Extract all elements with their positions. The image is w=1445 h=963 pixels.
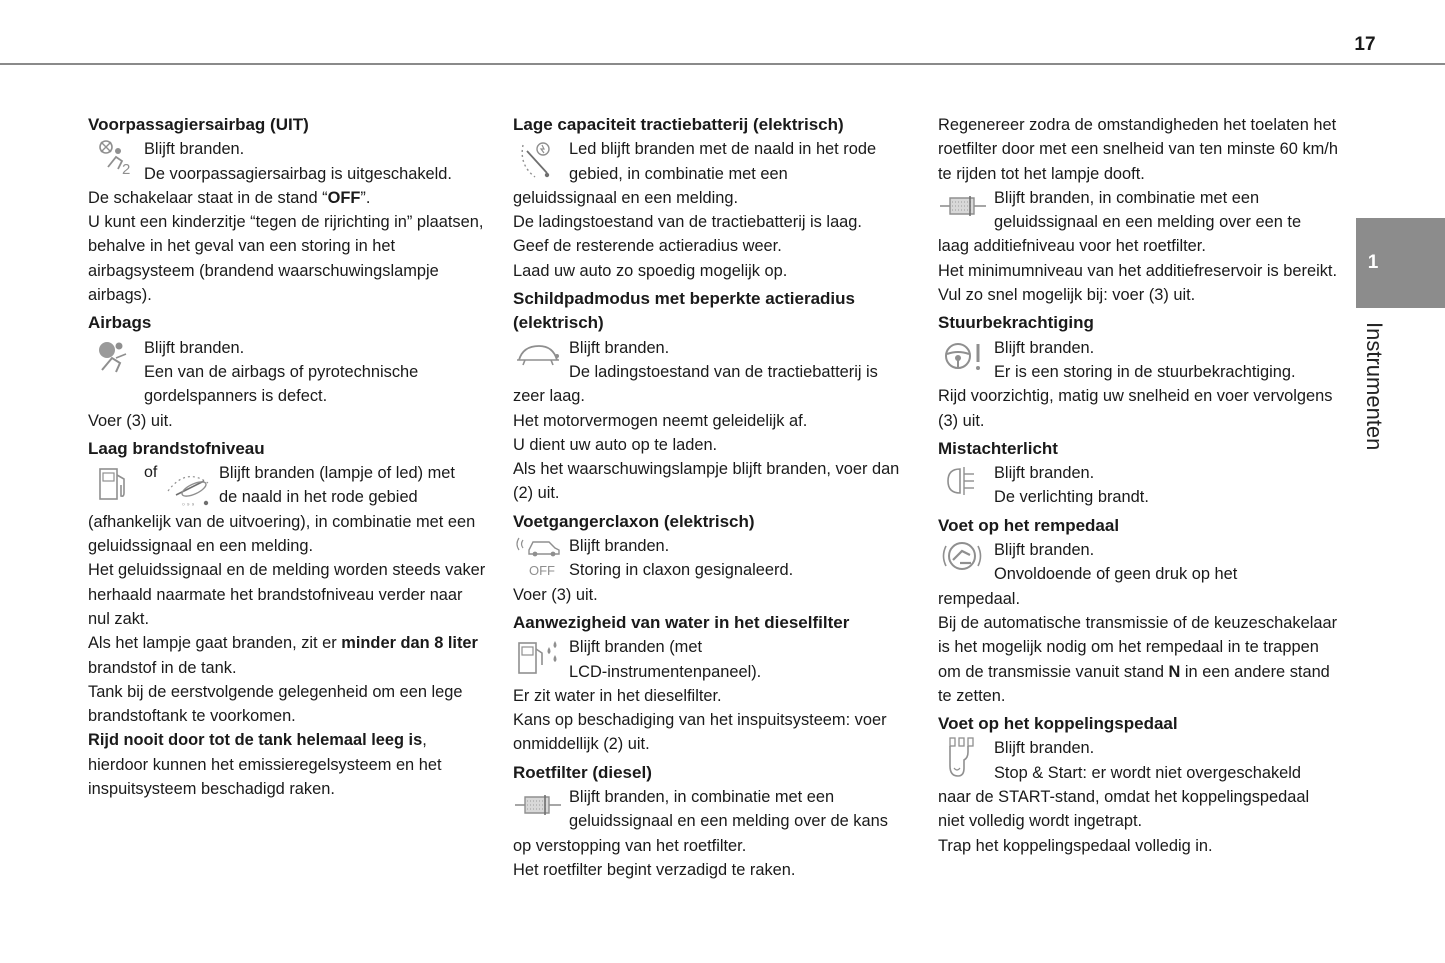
status-line: Stop & Start: er wordt niet overgeschakeld (994, 763, 1302, 782)
particle-filter-additive-icon (938, 186, 994, 230)
paragraph: Als het lampje gaat branden, zit er minder dan 8 liter brandstof in de tank. (88, 634, 478, 677)
status-line: Led blijft branden met de naald in het rode (569, 140, 877, 159)
clutch-pedal-icon (938, 736, 994, 780)
paragraph: Het geluidssignaal en de melding worden steeds vaker herhaald naarmate het brandstofniveau verder naar nul zakt. (88, 561, 486, 628)
header-rule (0, 63, 1445, 65)
paragraph: Het motorvermogen neemt geleidelijk af. (513, 411, 808, 430)
section-title: Voorpassagiersairbag (UIT) (88, 115, 309, 134)
paragraph: Laad uw auto zo spoedig mogelijk op. (513, 261, 788, 280)
warning-item (88, 461, 488, 510)
warning-item (513, 785, 918, 834)
warning-item (938, 336, 1338, 385)
paragraph: De ladingstoestand van de tractiebatterij is laag. (513, 213, 862, 232)
paragraph: laag additiefniveau voor het roetfilter. (938, 237, 1206, 256)
water-in-diesel-icon (513, 635, 569, 679)
paragraph: U dient uw auto op te laden. (513, 435, 718, 454)
status-line: Blijft branden. (569, 537, 670, 556)
paragraph: Geef de resterende actieradius weer. (513, 237, 782, 256)
page-number: 17 (1354, 34, 1376, 55)
status-line: Blijft branden. (994, 338, 1095, 357)
warning-item (88, 137, 488, 186)
or-label: of (144, 464, 158, 482)
fuel-icons (88, 461, 219, 508)
brake-pedal-icon (938, 538, 994, 582)
status-line: geluidssignaal en een melding over de kans (569, 812, 888, 831)
paragraph: Als het waarschuwingslampje blijft branden, voer dan (2) uit. (513, 460, 900, 503)
section-title: Aanwezigheid van water in het dieselfilter (513, 612, 850, 632)
status-line: Een van de airbags of pyrotechnische gordelspanners is defect. (144, 362, 419, 406)
traction-battery-gauge-icon (513, 137, 569, 181)
status-line: Er is een storing in de stuurbekrachtiging. (994, 362, 1296, 381)
status-line: Blijft branden. (569, 338, 670, 357)
off-label: OFF (529, 563, 555, 579)
status-line: Storing in claxon gesignaleerd. (569, 561, 794, 580)
passenger-airbag-off-icon (88, 137, 144, 181)
section-title: Mistachterlicht (938, 438, 1058, 458)
airbag-icon (88, 336, 144, 380)
status-line: Blijft branden. (144, 338, 245, 357)
warning-item (513, 336, 918, 385)
warning-item (938, 186, 1338, 235)
paragraph: (afhankelijk van de uitvoering), in combinatie met een geluidssignaal en een melding. (88, 512, 476, 556)
status-line: Blijft branden. (144, 140, 245, 159)
svg-text:2: 2 (122, 161, 131, 178)
status-line: Blijft branden. (994, 464, 1095, 483)
section-title: Airbags (88, 313, 152, 333)
warning-item (513, 635, 918, 684)
paragraph: Het minimumniveau van het additiefreservoir is bereikt. (938, 261, 1338, 280)
status-line: Blijft branden. (994, 739, 1095, 758)
status-line: Blijft branden (met (569, 638, 703, 657)
section-title: Voet op het rempedaal (938, 515, 1120, 535)
warning-item (513, 137, 918, 186)
paragraph: Er zit water in het dieselfilter. (513, 686, 722, 705)
power-steering-icon (938, 336, 994, 380)
paragraph: Regenereer zodra de omstandigheden het toelaten het roetfilter door met een snelheid van ten minste 60 km/h te rijden tot het lampje dooft. (938, 116, 1338, 183)
chapter-number: 1 (1367, 252, 1379, 273)
paragraph: op verstopping van het roetfilter. (513, 836, 747, 855)
paragraph: Het roetfilter begint verzadigd te raken. (513, 860, 796, 879)
status-line: Blijft branden, in combinatie met een (569, 788, 835, 807)
status-line: De voorpassagiersairbag is uitgeschakeld. (144, 164, 452, 183)
paragraph: Voer (3) uit. (88, 411, 173, 430)
paragraph: zeer laag. (513, 387, 585, 406)
column-3 (938, 113, 1338, 858)
warning-item (938, 538, 1338, 587)
warning-item (513, 534, 918, 583)
status-line: Blijft branden. (994, 541, 1095, 560)
status-line: geluidssignaal en een melding over een te (994, 213, 1302, 232)
paragraph: U kunt een kinderzitje “tegen de rijrichting in” plaatsen, behalve in het geval van een storing in het airbagsysteem (brandend waarschuwingslampje airbags). (88, 213, 484, 305)
section-title: Lage capaciteit tractiebatterij (elektrisch) (513, 115, 844, 134)
column-2 (513, 113, 918, 882)
section-title: Roetfilter (diesel) (513, 762, 652, 782)
paragraph: Rijd voorzichtig, matig uw snelheid en voer vervolgens (3) uit. (938, 387, 1333, 430)
paragraph: geluidssignaal en een melding. (513, 188, 739, 207)
paragraph: De schakelaar staat in de stand “OFF”. (88, 188, 371, 207)
paragraph: Voer (3) uit. (513, 585, 598, 604)
warning-item (88, 336, 488, 409)
rear-fog-light-icon (938, 461, 994, 505)
status-line: gebied, in combinatie met een (569, 164, 788, 183)
section-title: Laag brandstofniveau (88, 438, 265, 458)
paragraph: Tank bij de eerstvolgende gelegenheid om een lege brandstoftank te voorkomen. (88, 682, 463, 726)
chapter-label: Instrumenten (1362, 322, 1387, 451)
status-line: De ladingstoestand van de tractiebatterij is (569, 362, 878, 381)
column-1 (88, 113, 488, 801)
svg-text:₀ ₉ ₉: ₀ ₉ ₉ (182, 500, 195, 508)
status-line: LCD-instrumentenpaneel). (569, 662, 762, 681)
status-line: Blijft branden (lampje of led) met (219, 464, 455, 483)
warning-item (938, 461, 1338, 510)
particle-filter-icon (513, 785, 569, 829)
paragraph: naar de START-stand, omdat het koppelingspedaal niet volledig wordt ingetrapt. (938, 788, 1310, 831)
paragraph: Trap het koppelingspedaal volledig in. (938, 836, 1213, 855)
paragraph: rempedaal. (938, 589, 1021, 608)
paragraph: Rijd nooit door tot de tank helemaal leeg is, hierdoor kunnen het emissieregelsysteem en het inspuitsysteem beschadigd raken. (88, 731, 442, 799)
status-line: Blijft branden, in combinatie met een (994, 188, 1260, 207)
section-title: Voet op het koppelingspedaal (938, 714, 1178, 734)
section-title: Schildpadmodus met beperkte actieradius (elektrisch) (513, 289, 855, 333)
status-line: de naald in het rode gebied (219, 488, 418, 507)
section-title: Voetgangerclaxon (elektrisch) (513, 511, 755, 531)
paragraph: Kans op beschadiging van het inspuitsysteem: voer onmiddellijk (2) uit. (513, 711, 887, 754)
section-title: Stuurbekrachtiging (938, 313, 1094, 333)
paragraph: Bij de automatische transmissie of de keuzeschakelaar is het mogelijk nodig om het rempedaal in te trappen om de transmissie vanuit stand N in een andere stand te zetten. (938, 613, 1338, 705)
status-line: De verlichting brandt. (994, 488, 1149, 507)
pedestrian-horn-off-icon (513, 534, 569, 578)
turtle-icon (513, 336, 569, 380)
warning-item (938, 736, 1338, 785)
status-line: Onvoldoende of geen druk op het (994, 565, 1238, 584)
paragraph: Vul zo snel mogelijk bij: voer (3) uit. (938, 286, 1196, 305)
